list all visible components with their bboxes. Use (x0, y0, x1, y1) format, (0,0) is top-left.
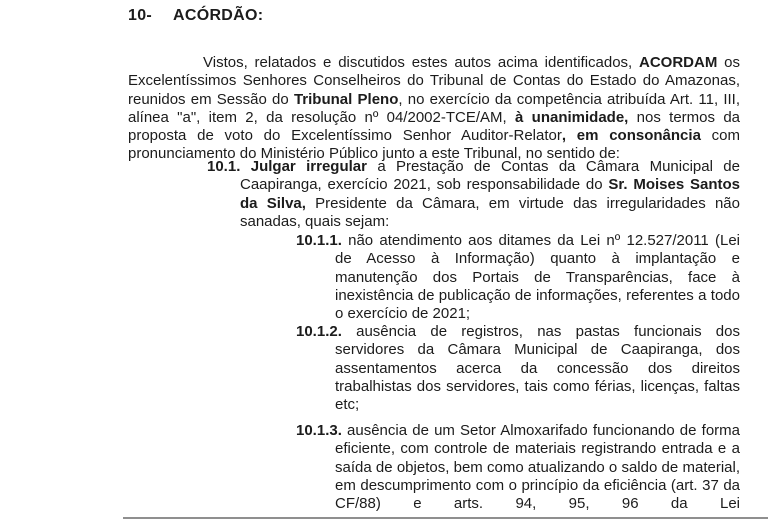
item-10-1-text: Julgar irregular a Prestação de Contas da Câmara Municipal de Caapiranga, exercício 2021, sob responsabilidade do Sr. Moises Santos da Silva, Presidente da Câmara, em virtude das irregularidades não sanadas, quais sejam: (240, 158, 740, 230)
section-number: 10- (128, 7, 153, 24)
item-10-1-1-text: não atendimento aos ditames da Lei nº 12.527/2011 (Lei de Acesso à Informação) quanto à implantação e manutenção dos Portais de Transparências, face à inexistência de publicação de informações, referentes a todo o exercício de 2021; (335, 232, 741, 323)
item-10-1-3-label: 10.1.3. (296, 422, 342, 439)
item-10-1-2-label: 10.1.2. (296, 323, 342, 340)
item-10-1-1-label: 10.1.1. (296, 232, 342, 249)
item-10-1-2 (296, 323, 740, 414)
item-10-1-3-text: ausência de um Setor Almoxarifado funcionando de forma eficiente, com controle de materiais registrando entrada e a saída de objetos, bem como atualizando o saldo de material, em descumprimento com o princípio da eficiência (art. 37 da CF/88) e arts. 94, 95, 96 da Lei (335, 422, 740, 513)
item-10-1-1 (296, 232, 740, 323)
item-10-1 (207, 158, 740, 231)
section-title: ACÓRDÃO: (173, 7, 264, 24)
item-10-1-label: 10.1. (207, 158, 241, 175)
item-10-1-3 (296, 422, 740, 513)
item-10-1-2-text: ausência de registros, nas pastas funcionais dos servidores da Câmara Municipal de Caapiranga, dos assentamentos acerca da concessão dos direitos trabalhistas dos servidores, tais como férias, licenças, faltas etc; (335, 323, 740, 414)
intro-paragraph: Vistos, relatados e discutidos estes autos acima identificados, ACORDAM os Excelentíssimos Senhores Conselheiros do Tribunal de Contas do Estado do Amazonas, reunidos em Sessão do Tribunal Pleno, no exercício da competência atribuída Art. 11, III, alínea "a", item 2, da resolução nº 04/2002-TCE/AM, à unanimidade, nos termos da proposta de voto do Excelentíssimo Senhor Auditor-Relator, em consonância com pronunciamento do Ministério Público junto a este Tribunal, no sentido de: (128, 54, 741, 163)
footer-divider-line (123, 517, 768, 519)
section-heading (128, 7, 263, 25)
